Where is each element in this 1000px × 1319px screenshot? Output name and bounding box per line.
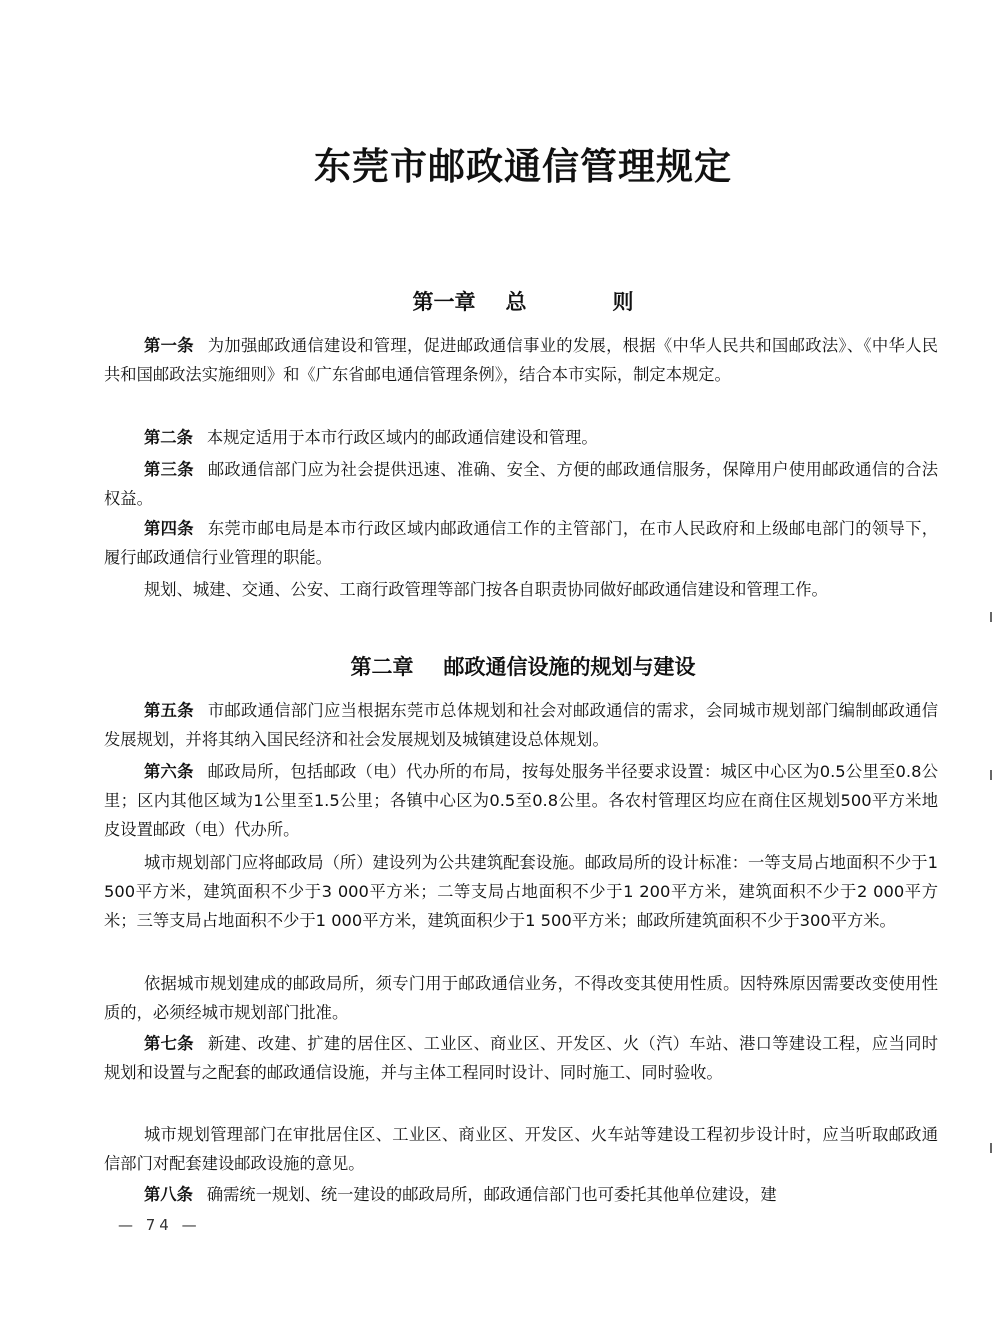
- article-2: [104, 423, 938, 452]
- article-2-text: 本规定适用于本市行政区域内的邮政通信建设和管理。: [206, 428, 598, 447]
- article-1-text: 为加强邮政通信建设和管理，促进邮政通信事业的发展，根据《中华人民共和国邮政法》、《中华人民共和国邮政法实施细则》和《广东省邮电通信管理条例》，结合本市实际，制定本规定。: [104, 336, 938, 384]
- article-5-text: 市邮政通信部门应当根据东莞市总体规划和社会对邮政通信的需求，会同城市规划部门编制邮政通信发展规划，并将其纳入国民经济和社会发展规划及城镇建设总体规划。: [104, 701, 938, 749]
- article-5-label: 第五条: [144, 701, 194, 720]
- article-4: [104, 514, 938, 572]
- article-4-text: 东莞市邮电局是本市行政区域内邮政通信工作的主管部门，在市人民政府和上级邮电部门的领导下，履行邮政通信行业管理的职能。: [104, 519, 938, 567]
- chapter-1-title-part2: 则: [612, 290, 634, 314]
- scan-mark: [990, 612, 992, 622]
- chapter-1-heading: [0, 286, 1000, 316]
- scan-mark: [990, 1143, 992, 1153]
- article-8-label: 第八条: [144, 1185, 193, 1204]
- article-7-paragraph-2: 城市规划管理部门在审批居住区、工业区、商业区、开发区、火车站等建设工程初步设计时，应当听取邮政通信部门对配套建设邮政设施的意见。: [104, 1125, 938, 1173]
- article-3-label: 第三条: [144, 460, 194, 479]
- article-4-paragraph-2: 规划、城建、交通、公安、工商行政管理等部门按各自职责协同做好邮政通信建设和管理工作。: [144, 580, 828, 599]
- document-title: 东莞市邮政通信管理规定: [314, 144, 732, 188]
- article-6-text: 邮政局所，包括邮政（电）代办所的布局，按每处服务半径要求设置：城区中心区为0.5公里至0.8公里；区内其他区域为1公里至1.5公里；各镇中心区为0.5至0.8公里。各农村管理区均应在商住区规划500平方米地皮设置邮政（电）代办所。: [104, 762, 938, 839]
- article-8: [104, 1180, 938, 1209]
- chapter-2-number: 第二章: [350, 655, 414, 679]
- article-6-label: 第六条: [144, 762, 194, 781]
- article-3: [104, 455, 938, 513]
- chapter-2-title: 邮政通信设施的规划与建设: [443, 655, 696, 679]
- scan-mark: [990, 770, 992, 780]
- chapter-1-title-part1: 总: [505, 290, 527, 314]
- article-5: [104, 696, 938, 754]
- article-7-label: 第七条: [144, 1034, 194, 1053]
- article-4-label: 第四条: [144, 519, 194, 538]
- chapter-1-number: 第一章: [412, 290, 476, 314]
- article-1-label: 第一条: [144, 336, 194, 355]
- article-3-text: 邮政通信部门应为社会提供迅速、准确、安全、方便的邮政通信服务，保障用户使用邮政通信的合法权益。: [104, 460, 938, 508]
- article-8-text: 确需统一规划、统一建设的邮政局所，邮政通信部门也可委托其他单位建设，建: [206, 1185, 777, 1204]
- article-6: [104, 757, 938, 844]
- page-number: — 74 —: [118, 1216, 201, 1234]
- article-6-paragraph-3: 依据城市规划建成的邮政局所，须专门用于邮政通信业务，不得改变其使用性质。因特殊原因需要改变使用性质的，必须经城市规划部门批准。: [104, 974, 938, 1022]
- article-7-text: 新建、改建、扩建的居住区、工业区、商业区、开发区、火（汽）车站、港口等建设工程，应当同时规划和设置与之配套的邮政通信设施，并与主体工程同时设计、同时施工、同时验收。: [104, 1034, 938, 1082]
- chapter-2-heading: [0, 651, 1000, 681]
- article-7: [104, 1029, 938, 1087]
- article-2-label: 第二条: [144, 428, 193, 447]
- article-6-paragraph-2: 城市规划部门应将邮政局（所）建设列为公共建筑配套设施。邮政局所的设计标准：一等支局占地面积不少于1 500平方米，建筑面积不少于3 000平方米；二等支局占地面积不少于1 200平方米，建筑面积不少于2 000平方米；三等支局占地面积不少于1 000平方米，建筑面积少于1 500平方米；邮政所建筑面积不少于300平方米。: [104, 853, 938, 930]
- article-1: [104, 331, 938, 389]
